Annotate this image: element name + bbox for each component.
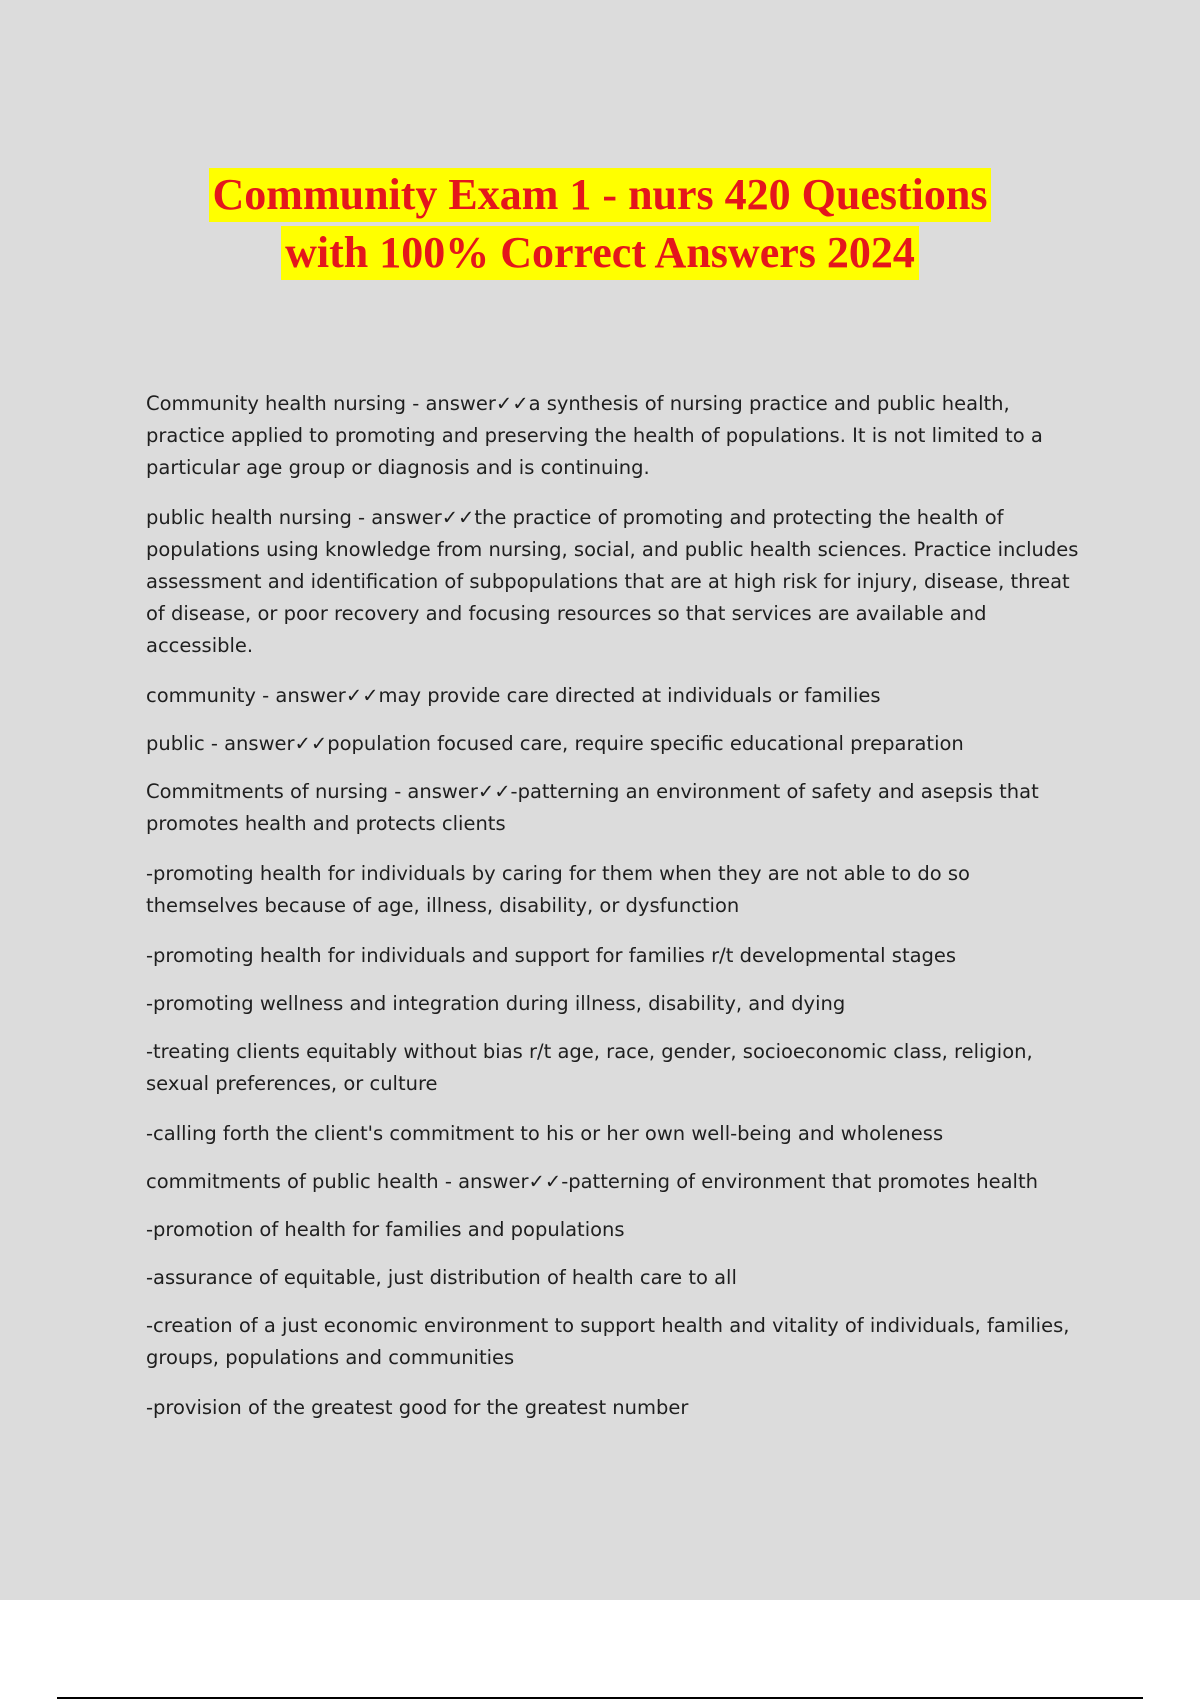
footer-divider: [57, 1697, 1143, 1699]
paragraph: -promoting health for individuals and support for families r/t developmental stages: [146, 944, 957, 967]
paragraph: commitments of public health - answer✓✓-patterning of environment that promotes health: [146, 1170, 1038, 1193]
paragraph: -provision of the greatest good for the greatest number: [146, 1396, 689, 1419]
paragraph: public - answer✓✓population focused care, require specific educational preparation: [146, 732, 964, 755]
paragraph: -calling forth the client's commitment to his or her own well-being and wholeness: [146, 1122, 944, 1145]
paragraph: -promoting health for individuals by caring for them when they are not able to do so themselves because of age, illness, disability, or dysfunction: [146, 862, 970, 917]
paragraph: Commitments of nursing - answer✓✓-patterning an environment of safety and asepsis that promotes health and protects clients: [146, 780, 1039, 835]
paragraph: -creation of a just economic environment to support health and vitality of individuals, families, groups, populations and communities: [146, 1314, 1070, 1369]
title-line-1: Community Exam 1 - nurs 420 Questions: [209, 168, 992, 222]
paragraph: Community health nursing - answer✓✓a synthesis of nursing practice and public health, practice applied to promoting and preserving the health of populations. It is not limited to a particular age group or diagnosis and is continuing.: [146, 392, 1043, 479]
paragraph: community - answer✓✓may provide care directed at individuals or families: [146, 684, 881, 707]
paragraph: -assurance of equitable, just distribution of health care to all: [146, 1266, 737, 1289]
paragraph: -treating clients equitably without bias r/t age, race, gender, socioeconomic class, religion, sexual preferences, or culture: [146, 1040, 1033, 1095]
document-title: [0, 168, 1200, 284]
paragraph: public health nursing - answer✓✓the practice of promoting and protecting the health of populations using knowledge from nursing, social, and public health sciences. Practice includes assessment and identification of subpopulations that are at high risk for injury, disease, threat of disease, or poor recovery and focusing resources so that services are available and accessible.: [146, 506, 1079, 657]
document-body: [146, 388, 1080, 1442]
paragraph: -promotion of health for families and populations: [146, 1218, 625, 1241]
title-line-2: with 100% Correct Answers 2024: [281, 226, 919, 280]
paragraph: -promoting wellness and integration during illness, disability, and dying: [146, 992, 846, 1015]
